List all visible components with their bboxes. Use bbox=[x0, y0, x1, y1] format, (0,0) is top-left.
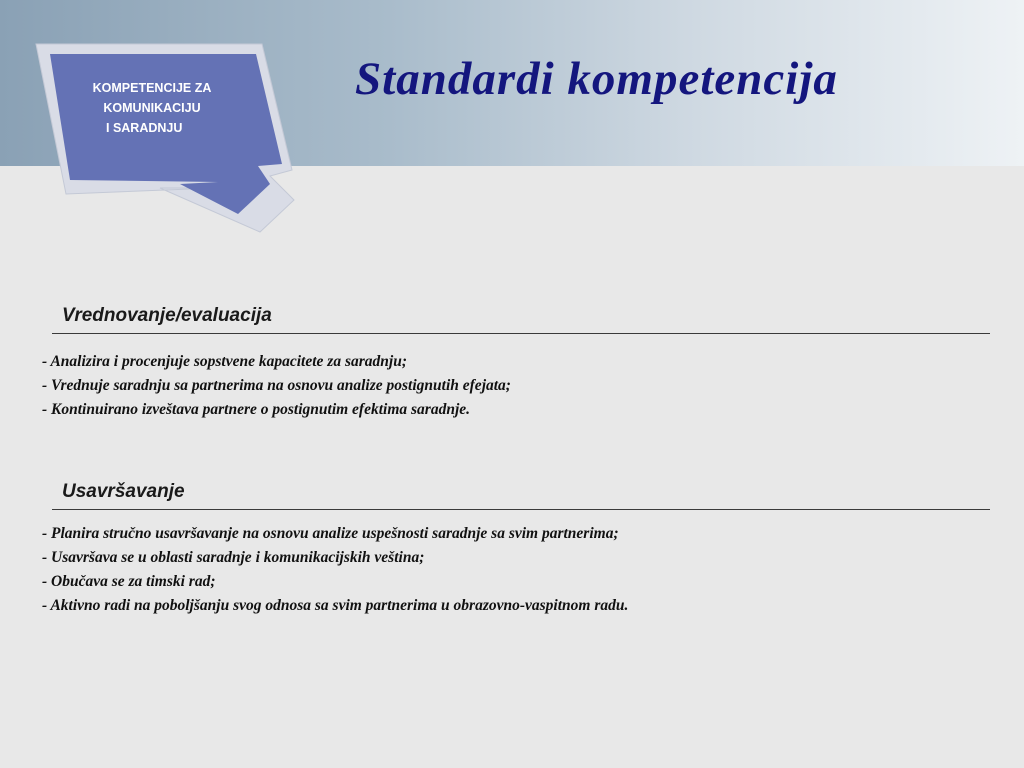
section-divider bbox=[52, 333, 990, 334]
list-item: - Vrednuje saradnju sa partnerima na osnovu analize postignutih efejata; bbox=[42, 377, 511, 394]
down-arrow-callout-icon bbox=[30, 38, 300, 238]
list-item: - Obučava se za timski rad; bbox=[42, 573, 216, 590]
list-item: - Kontinuirano izveštava partnere o postignutim efektima saradnje. bbox=[42, 401, 471, 418]
list-item: - Planira stručno usavršavanje na osnovu analize uspešnosti saradnje sa svim partnerima; bbox=[42, 525, 619, 542]
callout-line-1: KOMPETENCIJE ZA bbox=[92, 81, 212, 95]
list-item: - Usavršava se u oblasti saradnje i komunikacijskih veština; bbox=[42, 549, 425, 566]
section-divider bbox=[52, 509, 990, 510]
callout-label bbox=[58, 78, 246, 138]
callout-line-2: KOMUNIKACIJU bbox=[103, 101, 201, 115]
training-list bbox=[42, 522, 628, 618]
slide-title: Standardi kompetencija bbox=[355, 53, 838, 105]
list-item: - Aktivno radi na poboljšanju svog odnosa sa svim partnerima u obrazovno-vaspitnom radu. bbox=[42, 597, 629, 614]
section-heading-training: Usavršavanje bbox=[62, 481, 185, 502]
list-item: - Analizira i procenjuje sopstvene kapacitete za saradnju; bbox=[42, 353, 407, 370]
evaluation-list bbox=[42, 350, 511, 422]
callout-line-3: I SARADNJU bbox=[106, 121, 183, 135]
section-heading-evaluation: Vrednovanje/evaluacija bbox=[62, 305, 272, 326]
